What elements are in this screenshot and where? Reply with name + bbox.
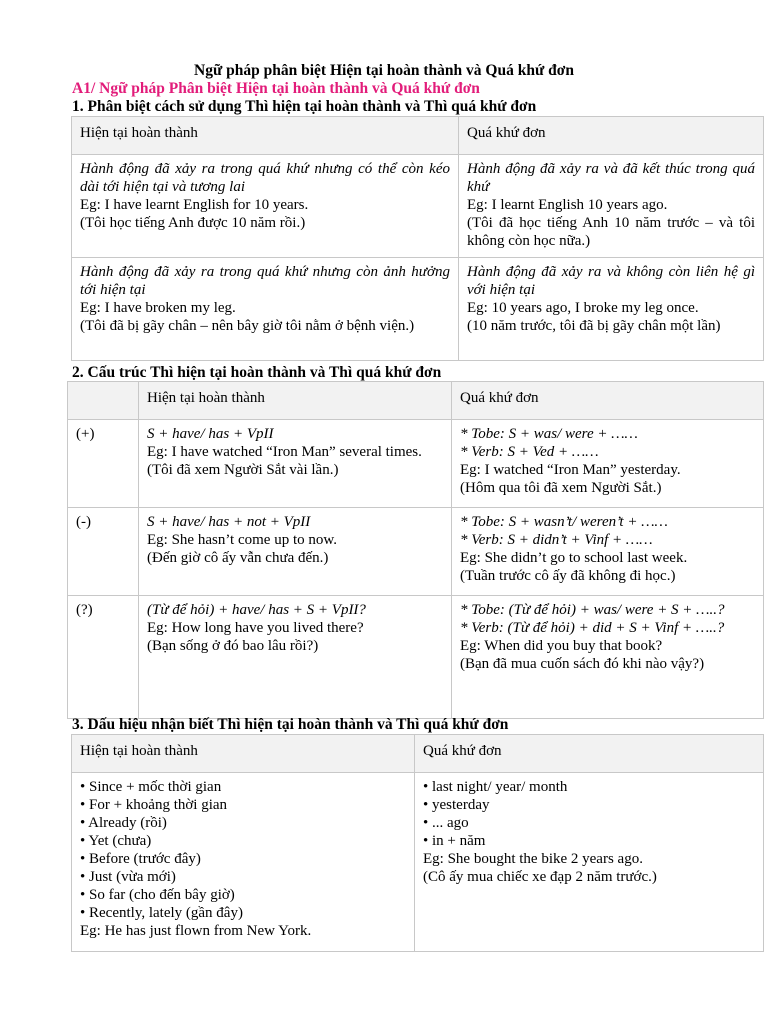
table-cell [452,596,764,719]
example-sentence: Eg: 10 years ago, I broke my leg once. [467,300,699,316]
translation: (Tuần trước cô ấy đã không đi học.) [460,568,676,584]
table-row [72,258,764,361]
list-item: • Yet (chưa) [80,833,152,849]
column-header: Quá khứ đơn [459,117,764,155]
table-cell [72,258,459,361]
usage-description: Hành động đã xảy ra trong quá khứ nhưng còn ảnh hưởng tới hiện tại [80,264,450,298]
translation: (10 năm trước, tôi đã bị gãy chân một lần) [467,318,721,334]
page-subtitle: A1/ Ngữ pháp Phân biệt Hiện tại hoàn thành và Quá khứ đơn [72,80,480,97]
table-cell [452,420,764,508]
formula-tobe: * Tobe: S + wasn’t/ weren’t + …… [460,514,668,530]
column-header: Hiện tại hoàn thành [72,117,459,155]
table-row [72,773,764,952]
translation: (Tôi đã bị gãy chân – nên bây giờ tôi nằm ở bệnh viện.) [80,318,415,334]
formula-tobe: * Tobe: (Từ để hỏi) + was/ were + S + …..? [460,602,725,618]
usage-description: Hành động đã xảy ra trong quá khứ nhưng có thể còn kéo dài tới hiện tại và tương lai [80,161,450,195]
column-header: Quá khứ đơn [415,735,764,773]
translation: (Hôm qua tôi đã xem Người Sắt.) [460,480,662,496]
column-header [68,382,139,420]
list-item: • Recently, lately (gần đây) [80,905,243,921]
table-cell [139,420,452,508]
example-sentence: Eg: She bought the bike 2 years ago. [423,851,643,867]
list-item: • Before (trước đây) [80,851,201,867]
list-item: • in + năm [423,833,486,849]
list-item: • last night/ year/ month [423,779,568,795]
table-row [72,155,764,258]
table-cell [68,420,139,508]
list-item: • For + khoảng thời gian [80,797,228,813]
question-symbol: (?) [76,602,93,618]
table-row [68,508,764,596]
usage-description: Hành động đã xảy ra và không còn liên hệ gì với hiện tại [467,264,755,298]
translation: (Bạn đã mua cuốn sách đó khi nào vậy?) [460,656,705,672]
formula: S + have/ has + not + VpII [147,514,311,530]
list-item: • Since + mốc thời gian [80,779,222,795]
table-cell [139,508,452,596]
example-sentence: Eg: I learnt English 10 years ago. [467,197,668,213]
list-item: • So far (cho đến bây giờ) [80,887,235,903]
translation: (Tôi đã học tiếng Anh 10 năm trước – và tôi không còn học nữa.) [467,215,755,249]
table-cell [68,596,139,719]
table-cell [72,155,459,258]
signal-words-table [71,734,764,952]
example-sentence: Eg: When did you buy that book? [460,638,663,654]
table-header-row [68,382,764,420]
translation: (Đến giờ cô ấy vẫn chưa đến.) [147,550,329,566]
example-sentence: Eg: She didn’t go to school last week. [460,550,688,566]
structure-table [67,381,764,719]
negative-symbol: (-) [76,514,91,530]
list-item: • Just (vừa mới) [80,869,176,885]
table-cell [72,773,415,952]
affirmative-symbol: (+) [76,426,95,442]
list-item: • yesterday [423,797,490,813]
example-sentence: Eg: I have watched “Iron Man” several times. [147,444,422,460]
present-perfect-signal-list [72,773,414,951]
column-header: Hiện tại hoàn thành [72,735,415,773]
usage-comparison-table [71,116,764,361]
table-cell [459,258,764,361]
table-row [68,596,764,719]
section-heading-signals: 3. Dấu hiệu nhận biết Thì hiện tại hoàn thành và Thì quá khứ đơn [72,716,509,733]
example-sentence: Eg: I have learnt English for 10 years. [80,197,309,213]
column-header: Quá khứ đơn [452,382,764,420]
usage-description: Hành động đã xảy ra và đã kết thúc trong quá khứ [467,161,755,195]
formula-verb: * Verb: S + didn’t + Vinf + …… [460,532,653,548]
list-item: • Already (rồi) [80,815,167,831]
formula-tobe: * Tobe: S + was/ were + …… [460,426,638,442]
table-cell [415,773,764,952]
translation: (Bạn sống ở đó bao lâu rồi?) [147,638,319,654]
table-header-row [72,735,764,773]
translation: (Tôi đã xem Người Sắt vài lần.) [147,462,339,478]
example-sentence: Eg: She hasn’t come up to now. [147,532,337,548]
example-sentence: Eg: How long have you lived there? [147,620,364,636]
table-row [68,420,764,508]
table-cell [459,155,764,258]
example-sentence: Eg: I watched “Iron Man” yesterday. [460,462,681,478]
table-header-row [72,117,764,155]
formula-verb: * Verb: (Từ để hỏi) + did + S + Vinf + …..? [460,620,725,636]
formula-verb: * Verb: S + Ved + …… [460,444,599,460]
translation: (Tôi học tiếng Anh được 10 năm rồi.) [80,215,306,231]
list-item: • ... ago [423,815,469,831]
page-title: Ngữ pháp phân biệt Hiện tại hoàn thành và Quá khứ đơn [194,62,574,79]
section-heading-structure: 2. Cấu trúc Thì hiện tại hoàn thành và Thì quá khứ đơn [72,364,442,381]
formula: S + have/ has + VpII [147,426,274,442]
column-header: Hiện tại hoàn thành [139,382,452,420]
table-cell [139,596,452,719]
past-simple-signal-list [415,773,763,890]
example-sentence: Eg: I have broken my leg. [80,300,236,316]
formula: (Từ để hỏi) + have/ has + S + VpII? [147,602,366,618]
table-cell [452,508,764,596]
section-heading-usage: 1. Phân biệt cách sử dụng Thì hiện tại hoàn thành và Thì quá khứ đơn [72,98,537,115]
translation: (Cô ấy mua chiếc xe đạp 2 năm trước.) [423,869,657,885]
table-cell [68,508,139,596]
example-sentence: Eg: He has just flown from New York. [80,923,312,939]
